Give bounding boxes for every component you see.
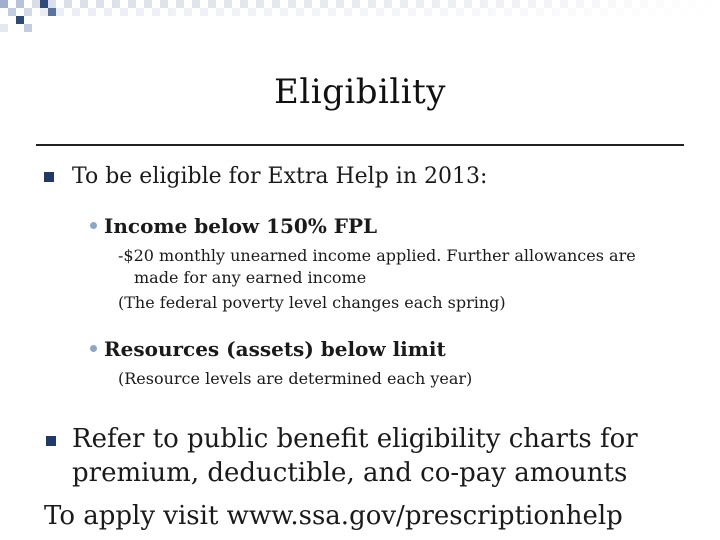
round-bullet-icon bbox=[90, 345, 97, 352]
slide-title: Eligibility bbox=[274, 72, 446, 112]
apply-line: To apply visit www.ssa.gov/prescriptionhelp bbox=[44, 501, 623, 531]
square-bullet-icon bbox=[46, 436, 56, 446]
income-heading: Income below 150% FPL bbox=[104, 214, 378, 238]
square-bullet-icon bbox=[44, 172, 54, 182]
title-divider bbox=[36, 144, 684, 146]
refer-line1: Refer to public benefit eligibility charts for bbox=[72, 424, 638, 454]
round-bullet-icon bbox=[90, 222, 97, 229]
resources-heading: Resources (assets) below limit bbox=[104, 337, 446, 361]
refer-line2: premium, deductible, and co-pay amounts bbox=[72, 458, 628, 488]
main-bullet-text: To be eligible for Extra Help in 2013: bbox=[72, 164, 488, 189]
income-detail-line2: made for any earned income bbox=[134, 268, 367, 287]
resources-detail-line1: (Resource levels are determined each year) bbox=[118, 369, 473, 388]
decorative-checker-banner bbox=[0, 0, 720, 40]
income-detail-line3: (The federal poverty level changes each spring) bbox=[118, 293, 506, 312]
income-detail-line1: -$20 monthly unearned income applied. Further allowances are bbox=[118, 246, 636, 265]
